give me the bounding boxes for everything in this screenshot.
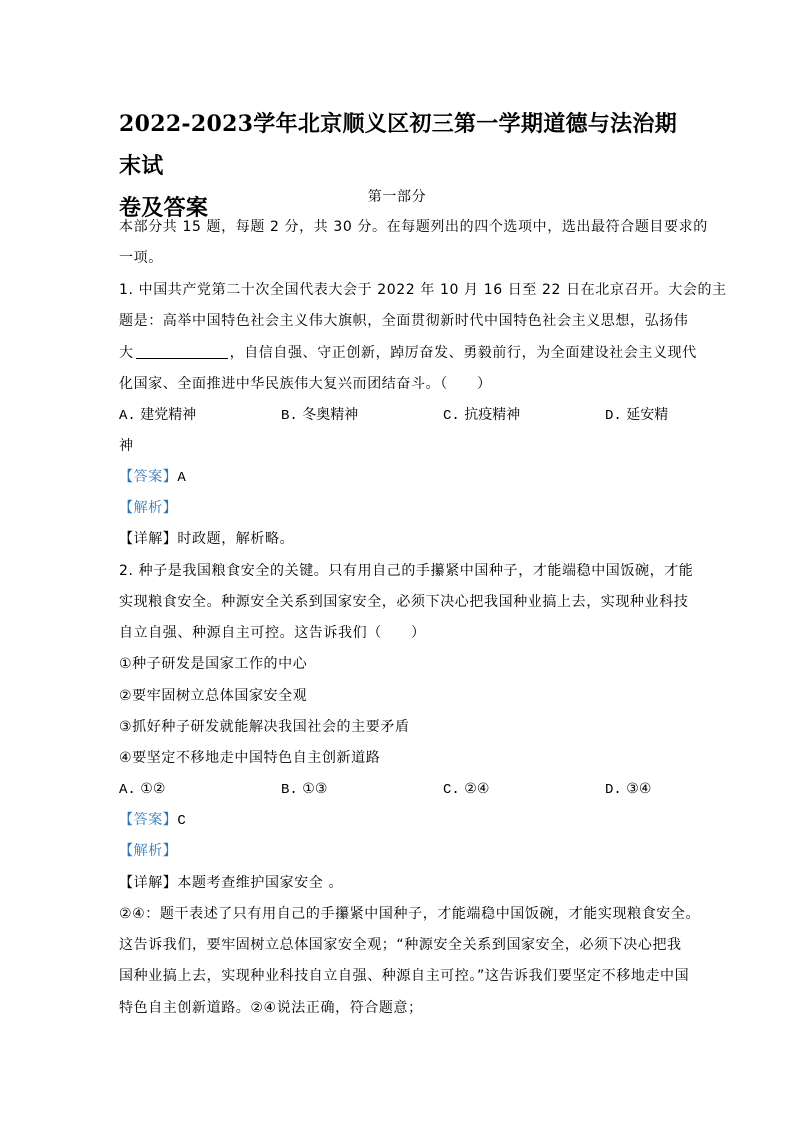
q2-option-a: A. ①② xyxy=(119,781,166,798)
q2-statement-4: ④要坚定不移地走中国特色自主创新道路 xyxy=(119,750,381,766)
title-line-1: 2022-2023学年北京顺义区初三第一学期道德与法治期末试 xyxy=(119,111,677,179)
title-line-2: 卷及答案 xyxy=(119,195,209,221)
q1-option-a: A. 建党精神 xyxy=(119,407,197,424)
q2-explanation-line-4: 特色自主创新道路。②④说法正确，符合题意； xyxy=(119,1000,423,1016)
q2-answer xyxy=(119,810,186,831)
part-heading: 第一部分 xyxy=(367,189,427,205)
answer-value: C xyxy=(177,813,187,829)
q1-option-b: B. 冬奥精神 xyxy=(281,407,359,424)
q2-explanation-line-3: 国种业搞上去，实现种业科技自立自强、种源自主可控。”这告诉我们要坚定不移地走中国 xyxy=(119,968,690,984)
q1-option-c: C. 抗疫精神 xyxy=(443,407,521,424)
q2-explanation-line-2: 这告诉我们，要牢固树立总体国家安全观；“种源安全关系到国家安全，必须下决心把我 xyxy=(119,937,682,953)
analysis-label: 【解析】 xyxy=(119,500,178,516)
q2-analysis xyxy=(119,841,177,861)
q1-stem-line-2: 题是：高举中国特色社会主义伟大旗帜，全面贯彻新时代中国特色社会主义思想，弘扬伟 xyxy=(119,313,689,329)
q2-option-b: B. ①③ xyxy=(281,781,328,798)
q1-answer xyxy=(119,467,186,488)
q1-option-d-wrap: 神 xyxy=(119,438,134,454)
q1-blank xyxy=(136,344,228,359)
q2-option-d: D. ③④ xyxy=(605,781,652,798)
detail-label: 【详解】 xyxy=(119,531,178,547)
detail-text: 时政题，解析略。 xyxy=(177,531,295,547)
q2-statement-1: ①种子研发是国家工作的中心 xyxy=(119,656,308,672)
q1-stem-line-1: 1. 中国共产党第二十次全国代表大会于 2022 年 10 月 16 日至 22 日在北京召开。大会的主 xyxy=(119,282,727,298)
q1-stem-line-4: 化国家、全面推进中华民族伟大复兴而团结奋斗。（ ） xyxy=(119,376,492,392)
detail-label: 【详解】 xyxy=(119,875,178,891)
q2-statement-3: ③抓好种子研发就能解决我国社会的主要矛盾 xyxy=(119,719,410,735)
answer-label: 【答案】 xyxy=(119,469,178,485)
document-title xyxy=(119,103,679,229)
q2-statement-2: ②要牢固树立总体国家安全观 xyxy=(119,688,308,704)
q1-detail xyxy=(119,529,294,549)
answer-label: 【答案】 xyxy=(119,812,178,828)
q2-option-c: C. ②④ xyxy=(443,781,490,798)
q2-detail xyxy=(119,873,343,893)
q2-stem-line-2: 实现粮食安全。种源安全关系到国家安全，必须下决心把我国种业搞上去，实现种业科技 xyxy=(119,594,689,610)
q2-stem-line-1: 2. 种子是我国粮食安全的关键。只有用自己的手攥紧中国种子，才能端稳中国饭碗，才能 xyxy=(119,563,694,579)
q1-analysis xyxy=(119,498,177,518)
instructions-line-2: 一项。 xyxy=(119,250,163,266)
analysis-label: 【解析】 xyxy=(119,843,178,859)
instructions-line-1: 本部分共 15 题，每题 2 分，共 30 分。在每题列出的四个选项中，选出最符合题目要求的 xyxy=(119,219,708,235)
q1-text-after-blank: ，自信自强、守正创新，踔厉奋发、勇毅前行，为全面建设社会主义现代 xyxy=(229,345,697,361)
answer-value: A xyxy=(177,470,187,486)
q1-stem-line-3 xyxy=(119,343,697,363)
detail-text: 本题考查维护国家安全 。 xyxy=(177,875,344,891)
q2-explanation-line-1: ②④：题干表述了只有用自己的手攥紧中国种子，才能端稳中国饭碗，才能实现粮食安全。 xyxy=(119,906,701,922)
q2-stem-line-3: 自立自强、种源自主可控。这告诉我们（ ） xyxy=(119,625,426,641)
q1-option-d: D. 延安精 xyxy=(605,407,669,424)
q1-text-before-blank: 大 xyxy=(119,345,134,361)
